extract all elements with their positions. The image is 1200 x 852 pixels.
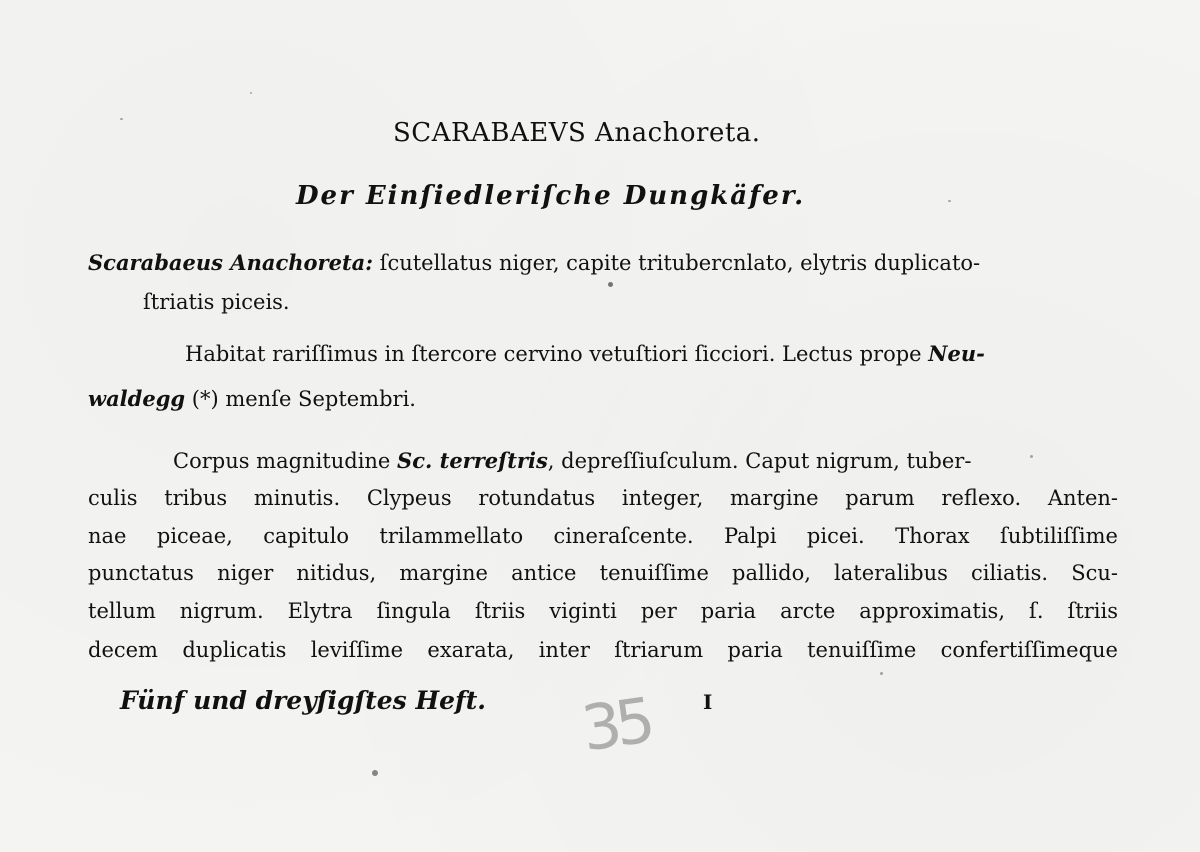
species-name: Scarabaeus Anachoreta: bbox=[88, 250, 373, 275]
page-subtitle: Der Einſiedleriſche Dungkäfer. bbox=[296, 181, 806, 211]
page-title: SCARABAEVS Anachoreta. bbox=[393, 118, 761, 148]
body-line-6: decem duplicatis leviſſime exarata, inter ſtriarum paria tenuiſſime confertiſſimeque bbox=[88, 638, 1118, 662]
body-text: , depreſſiuſculum. Caput nigrum, tuber- bbox=[547, 449, 972, 473]
paper-speck bbox=[948, 200, 951, 202]
body-line-1 bbox=[173, 450, 1115, 472]
body-line-5: tellum nigrum. Elytra ſingula ſtriis viginti per paria arcte approximatis, ſ. ſtriis bbox=[88, 599, 1118, 623]
footer-heft: Fünf und dreyſigſtes Heft. bbox=[120, 686, 486, 715]
diagnosis-text: ſcutellatus niger, capite tritubercnlato, elytris duplicato- bbox=[373, 251, 981, 275]
paper-speck bbox=[372, 770, 378, 776]
body-text: Corpus magnitudine bbox=[173, 449, 398, 473]
paper-speck bbox=[880, 672, 883, 675]
paper-speck bbox=[608, 282, 613, 287]
habitat-text: Habitat rariſſimus in ſtercore cervino vetuſtiori ſicciori. Lectus prope bbox=[185, 342, 929, 366]
paper-speck bbox=[250, 92, 252, 94]
body-line-3: nae piceae, capitulo trilammellato cineraſcente. Palpi picei. Thorax ſubtiliſſime bbox=[88, 524, 1118, 548]
habitat-line-2 bbox=[88, 388, 416, 410]
locality-name-part: waldegg bbox=[88, 386, 186, 411]
habitat-text: (*) menſe Septembri. bbox=[185, 387, 416, 411]
species-reference: Sc. terreſtris bbox=[397, 448, 548, 473]
paper-speck bbox=[120, 118, 123, 120]
diagnosis-line-1 bbox=[88, 252, 1112, 274]
locality-name-part: Neu- bbox=[928, 341, 985, 366]
diagnosis-line-2: ſtriatis piceis. bbox=[143, 290, 290, 314]
pencil-page-number: 35 bbox=[577, 683, 654, 766]
habitat-line-1 bbox=[185, 343, 1115, 365]
signature-mark: I bbox=[703, 690, 713, 714]
body-line-2: culis tribus minutis. Clypeus rotundatus integer, margine parum reflexo. Anten- bbox=[88, 486, 1118, 510]
body-line-4: punctatus niger nitidus, margine antice tenuiſſime pallido, lateralibus ciliatis. Scu- bbox=[88, 561, 1118, 585]
